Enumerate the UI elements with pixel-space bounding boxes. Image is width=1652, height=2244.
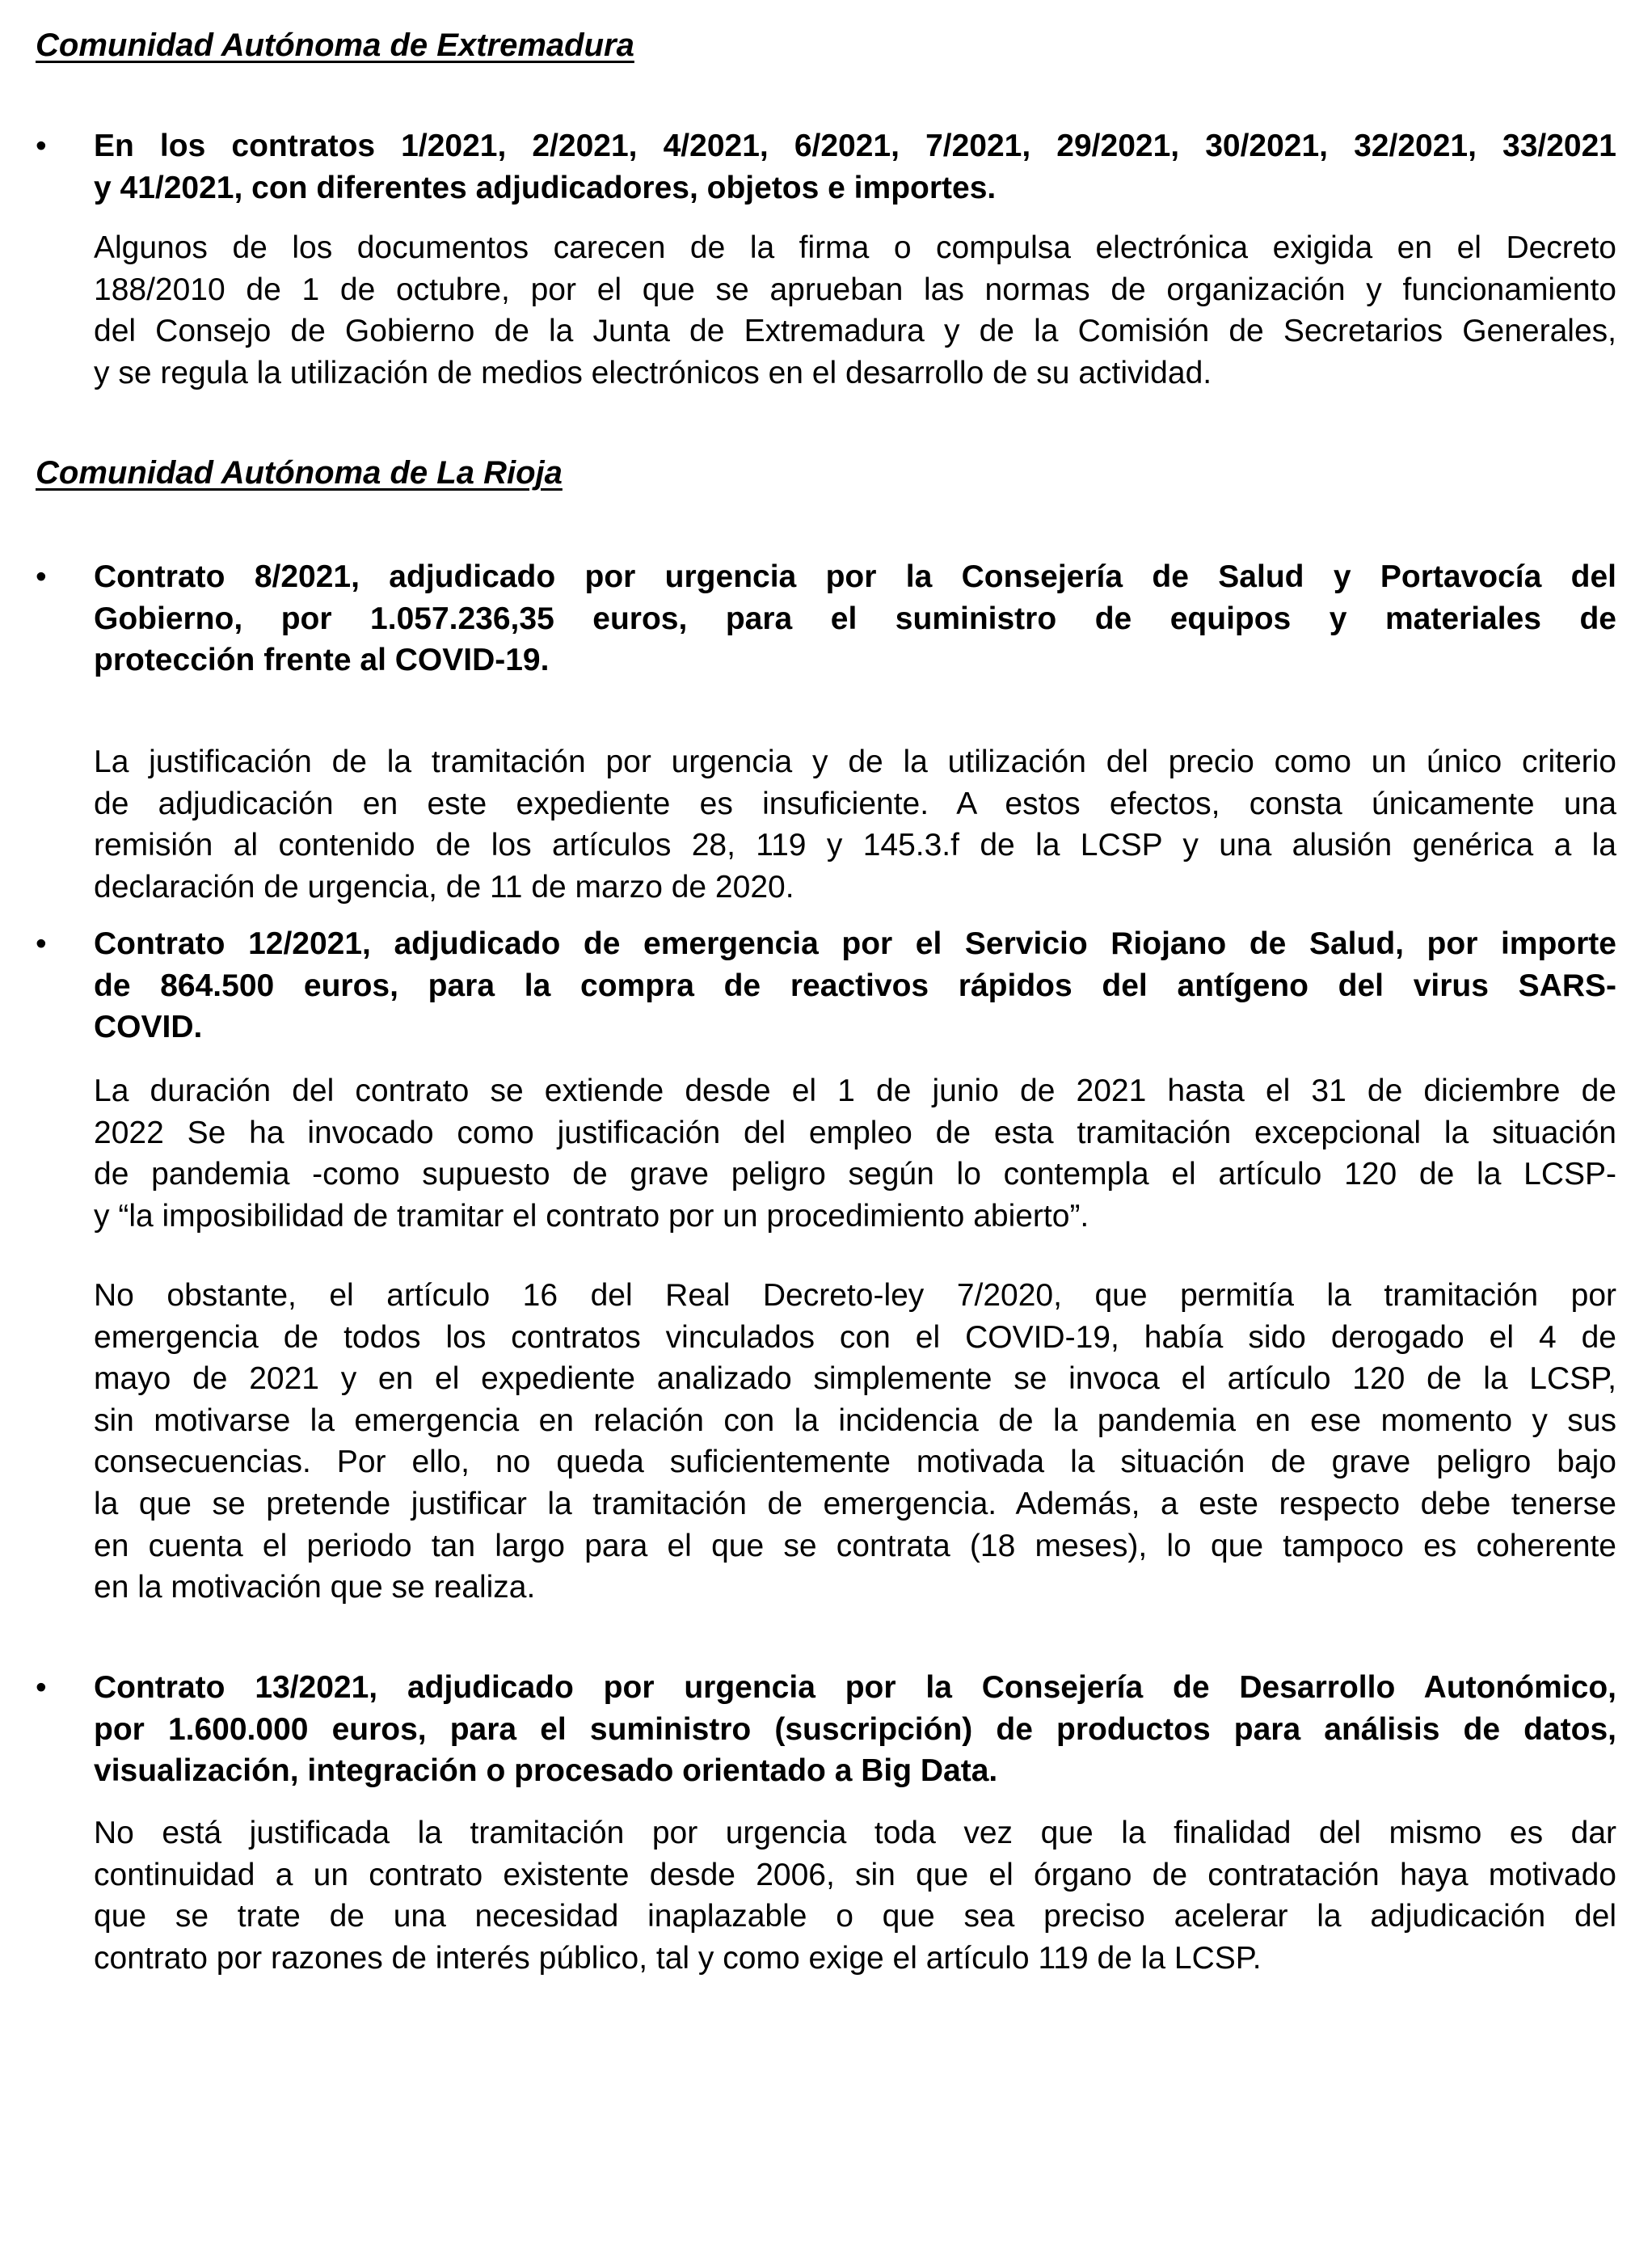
paragraph-line: mayo de 2021 y en el expediente analizado simplemente se invoca el artículo 120 de la LCSP,: [94, 1361, 1616, 1397]
paragraph-line: y “la imposibilidad de tramitar el contrato por un procedimiento abierto”.: [94, 1198, 1089, 1234]
title-line: Gobierno, por 1.057.236,35 euros, para el suministro de equipos y materiales de: [94, 601, 1616, 636]
paragraph-line: La duración del contrato se extiende desde el 1 de junio de 2021 hasta el 31 de diciembre de: [94, 1073, 1616, 1108]
paragraph-line: del Consejo de Gobierno de la Junta de Extremadura y de la Comisión de Secretarios Generales,: [94, 314, 1616, 349]
title-line: de 864.500 euros, para la compra de reactivos rápidos del antígeno del virus SARS-: [94, 968, 1616, 1003]
paragraph-line: sin motivarse la emergencia en relación con la incidencia de la pandemia en ese momento y sus: [94, 1402, 1616, 1438]
paragraph-line: de adjudicación en este expediente es insuficiente. A estos efectos, consta únicamente una: [94, 786, 1616, 821]
paragraph-line: emergencia de todos los contratos vinculados con el COVID-19, había sido derogado el 4 de: [94, 1319, 1616, 1355]
paragraph-line: No está justificada la tramitación por urgencia toda vez que la finalidad del mismo es dar: [94, 1816, 1616, 1850]
title-line: Contrato 12/2021, adjudicado de emergencia por el Servicio Riojano de Salud, por importe: [94, 926, 1616, 961]
item-paragraph: [94, 1812, 1616, 1979]
title-line: Contrato 8/2021, adjudicado por urgencia por la Consejería de Salud y Portavocía del: [94, 559, 1616, 594]
section-heading-la-rioja: Comunidad Autónoma de La Rioja: [36, 455, 563, 491]
paragraph-line: que se trate de una necesidad inaplazable o que sea preciso acelerar la adjudicación del: [94, 1899, 1616, 1934]
title-line: protección frente al COVID-19.: [94, 643, 550, 678]
paragraph-line: de pandemia -como supuesto de grave peligro según lo contempla el artículo 120 de la LCSP-: [94, 1157, 1616, 1192]
paragraph-line: y se regula la utilización de medios electrónicos en el desarrollo de su actividad.: [94, 355, 1212, 390]
paragraph-line: en la motivación que se realiza.: [94, 1570, 536, 1605]
paragraph-line: declaración de urgencia, de 11 de marzo de 2020.: [94, 869, 794, 905]
item-paragraph: [94, 741, 1616, 908]
paragraph-line: en cuenta el periodo tan largo para el que se contrata (18 meses), lo que tampoco es coherente: [94, 1528, 1616, 1563]
paragraph-line: La justificación de la tramitación por urgencia y de la utilización del precio como un único criterio: [94, 744, 1616, 779]
title-line: En los contratos 1/2021, 2/2021, 4/2021, 6/2021, 7/2021, 29/2021, 30/2021, 32/2021, 33/2021: [94, 129, 1616, 163]
paragraph-line: remisión al contenido de los artículos 28, 119 y 145.3.f de la LCSP y una alusión genérica a la: [94, 828, 1616, 863]
bullet-marker: •: [36, 926, 47, 961]
title-line: visualización, integración o procesado orientado a Big Data.: [94, 1753, 998, 1789]
paragraph-line: contrato por razones de interés público, tal y como exige el artículo 119 de la LCSP.: [94, 1940, 1262, 1976]
paragraph-line: consecuencias. Por ello, no queda suficientemente motivada la situación de grave peligro bajo: [94, 1445, 1616, 1480]
item-paragraph: [94, 1275, 1616, 1609]
title-line: y 41/2021, con diferentes adjudicadores, objetos e importes.: [94, 170, 997, 205]
item-title: [94, 125, 1616, 209]
item-paragraph: [94, 1070, 1616, 1237]
bullet-marker: •: [36, 1670, 47, 1705]
item-title: [94, 556, 1616, 681]
title-line: por 1.600.000 euros, para el suministro (suscripción) de productos para análisis de datos,: [94, 1711, 1616, 1747]
section-heading-extremadura: Comunidad Autónoma de Extremadura: [36, 27, 634, 63]
item-paragraph: [94, 227, 1616, 394]
bullet-marker: •: [36, 129, 47, 163]
title-line: Contrato 13/2021, adjudicado por urgencia por la Consejería de Desarrollo Autonómico,: [94, 1670, 1616, 1705]
title-line: COVID.: [94, 1010, 203, 1045]
item-title: [94, 1667, 1616, 1792]
paragraph-line: Algunos de los documentos carecen de la firma o compulsa electrónica exigida en el Decreto: [94, 230, 1616, 265]
bullet-marker: •: [36, 559, 47, 594]
paragraph-line: la que se pretende justificar la tramitación de emergencia. Además, a este respecto debe tenerse: [94, 1486, 1616, 1521]
paragraph-line: 2022 Se ha invocado como justificación del empleo de esta tramitación excepcional la situación: [94, 1115, 1616, 1150]
paragraph-line: 188/2010 de 1 de octubre, por el que se aprueban las normas de organización y funcionamiento: [94, 272, 1616, 307]
paragraph-line: No obstante, el artículo 16 del Real Decreto-ley 7/2020, que permitía la tramitación por: [94, 1278, 1616, 1313]
paragraph-line: continuidad a un contrato existente desde 2006, sin que el órgano de contratación haya motivado: [94, 1857, 1616, 1892]
item-title: [94, 923, 1616, 1048]
